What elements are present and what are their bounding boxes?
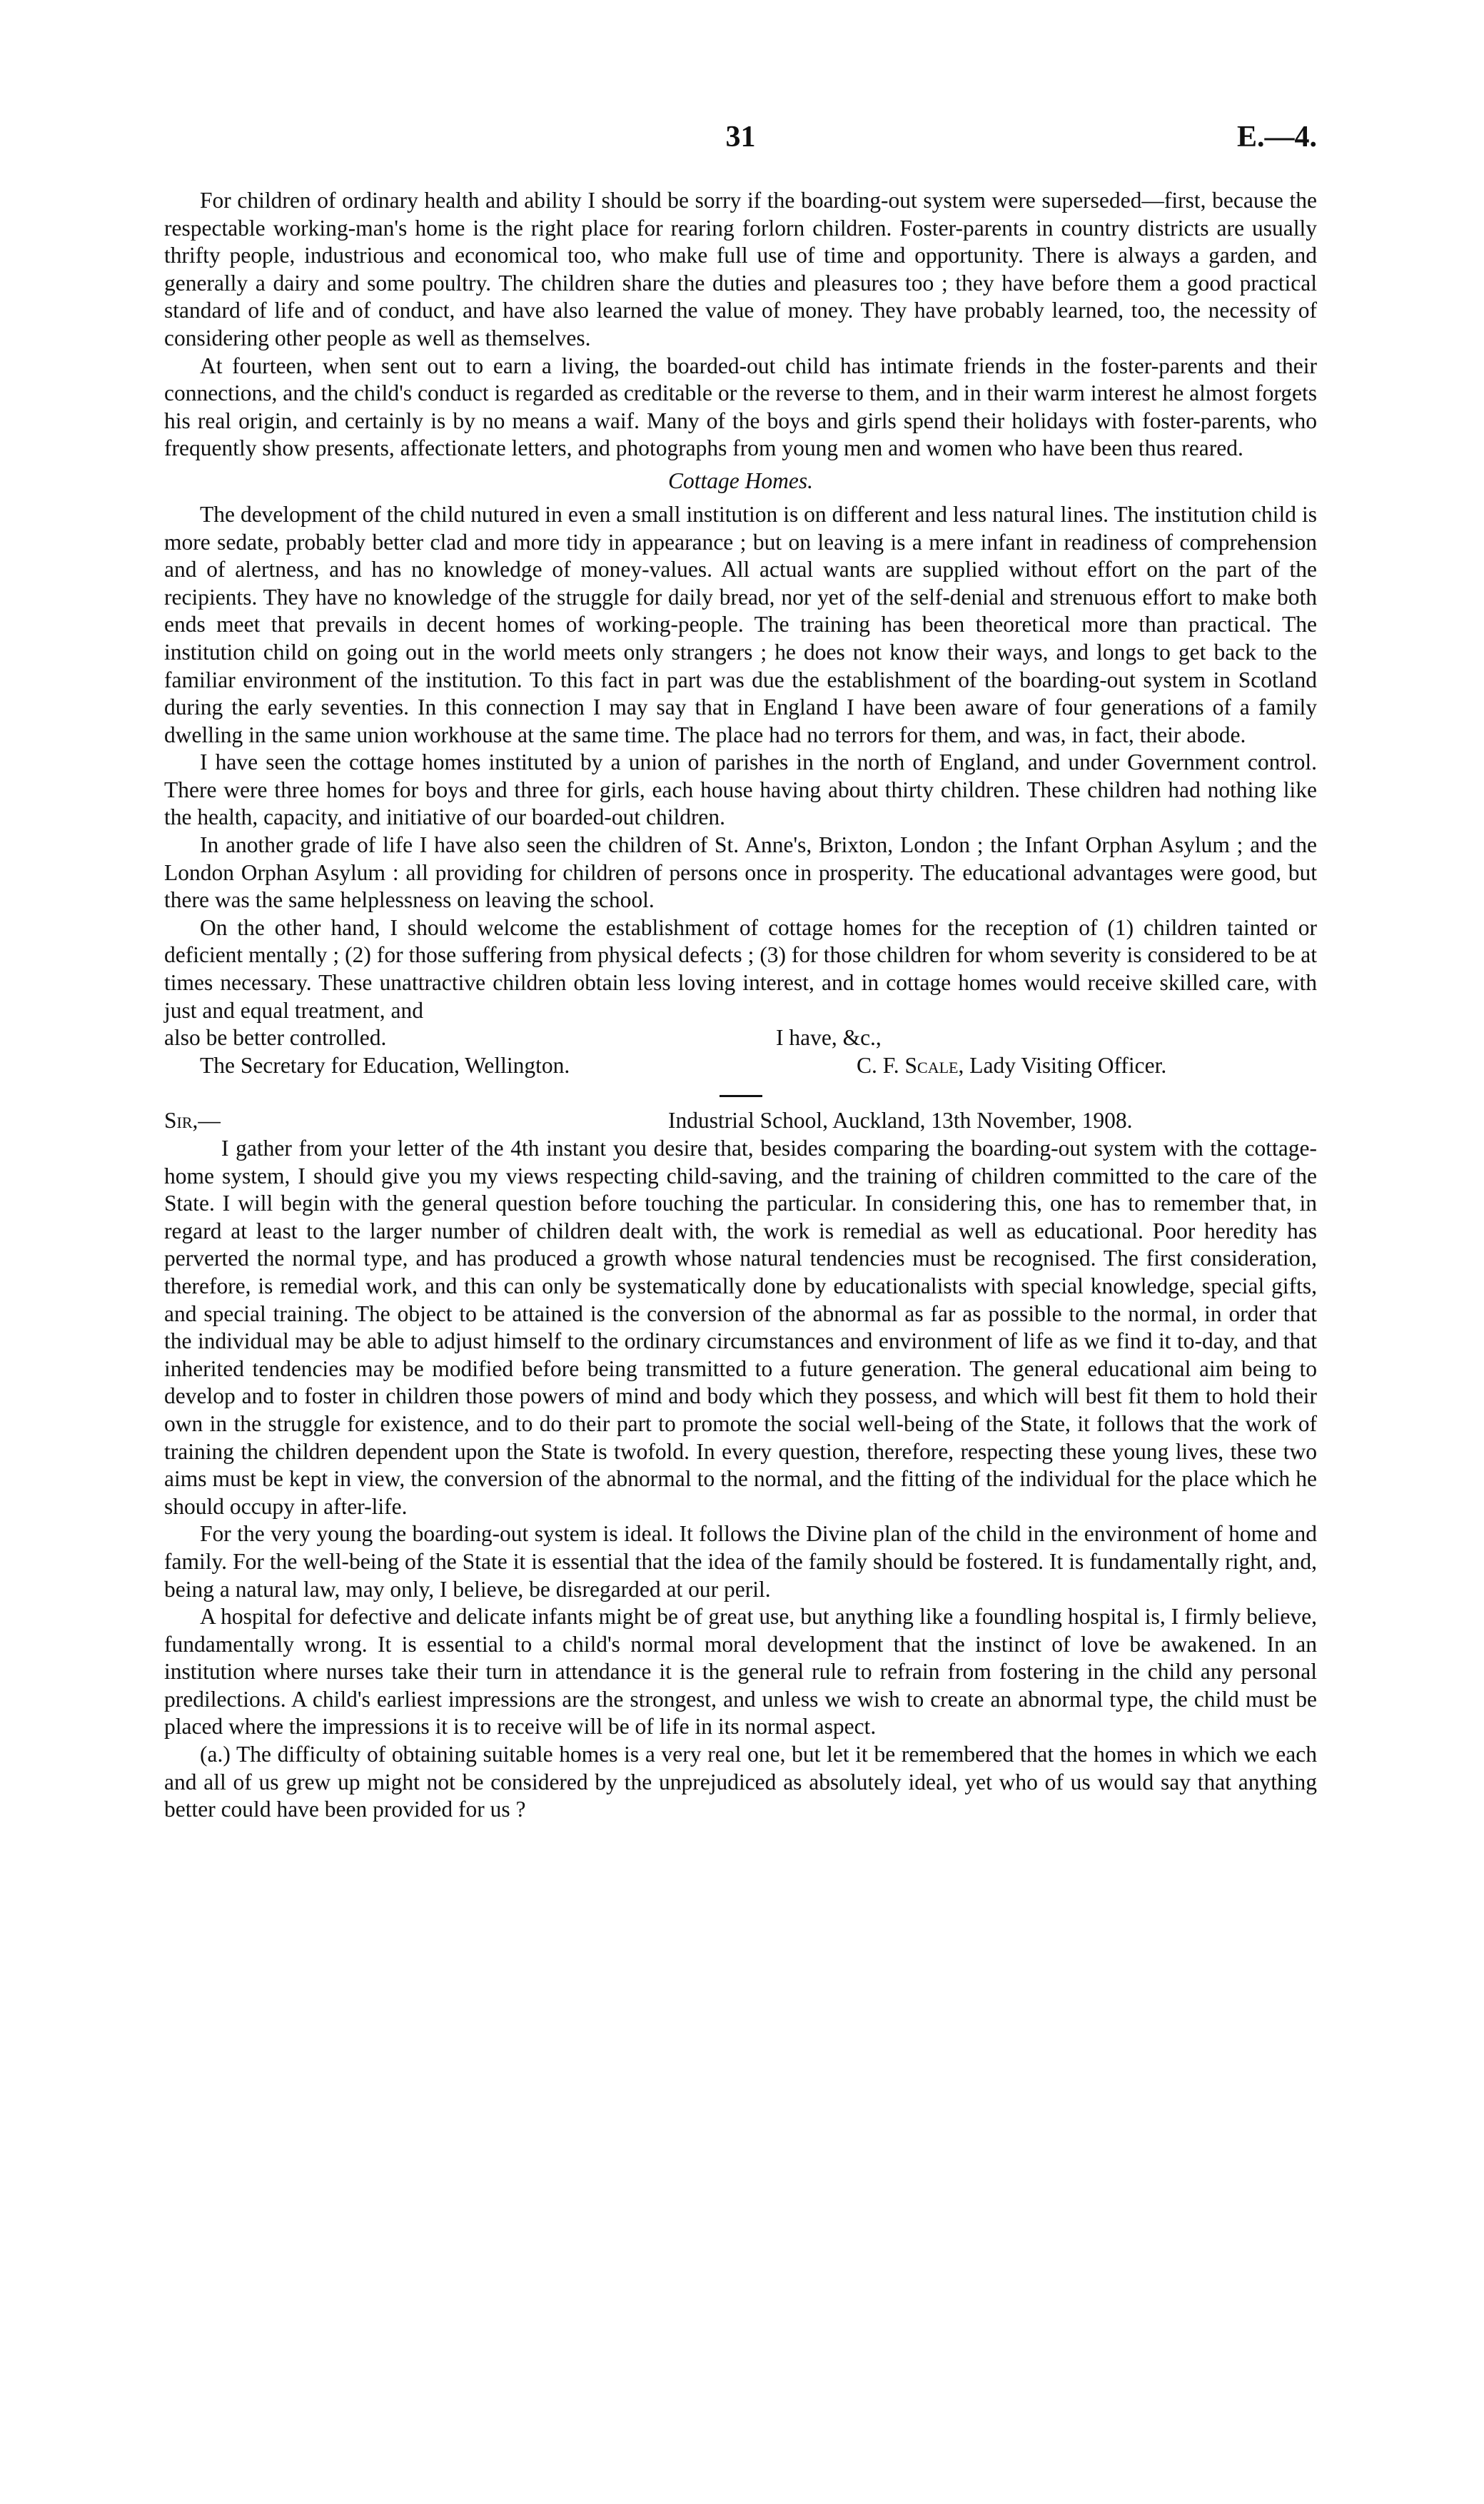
letter-divider	[720, 1095, 762, 1097]
paragraph: For children of ordinary health and ability I should be sorry if the boarding-out system were superseded—first, because the respectable working-man's home is the right place for rearing forlorn children. Foster-parents in country districts are usually thrifty people, industrious and economical too, who make full use of time and opportunity. There is always a garden, and generally a dairy and some poultry. The children share the duties and pleasures too ; they have before them a good practical standard of life and of conduct, and have also learned the value of money. They have probably learned, too, the necessity of considering other people as well as themselves.	[164, 188, 1317, 350]
signatory	[857, 1052, 1166, 1080]
paragraph: At fourteen, when sent out to earn a living, the boarded-out child has intimate friends in the foster-parents and their connections, and the child's conduct is regarded as creditable or the reverse to them, and in their warm interest he almost forgets his real origin, and certainly is by no means a waif. Many of the boys and girls spend their holidays with foster-parents, who frequently show presents, affectionate letters, and photographs from young men and women who have been thus reared.	[164, 353, 1317, 461]
signatory-surname: cale	[917, 1052, 959, 1078]
document-code: E.—4.	[1236, 121, 1317, 153]
closing-line-start: also be better controlled.	[164, 1025, 387, 1051]
closing: I have, &c.,	[776, 1025, 882, 1051]
signatory-title: , Lady Visiting Officer.	[958, 1052, 1167, 1078]
paragraph: (a.) The difficulty of obtaining suitable homes is a very real one, but let it be remembered that the homes in which we each and all of us grew up might not be considered by the unprejudiced as absolutely ideal, yet who of us would say that anything better could have been provided for us ?	[164, 1742, 1317, 1822]
body-text	[164, 187, 1317, 1824]
paragraph: The development of the child nutured in even a small institution is on different and less natural lines. The institution child is more sedate, probably better clad and more tidy in appearance ; but on leaving is a mere infant in readiness of comprehension and of alertness, and has no knowledge of money-values. All actual wants are supplied without effort on the part of the recipients. They have no knowledge of the struggle for daily bread, nor yet of the self-denial and strenuous effort to make both ends meet that prevails in decent homes of working-people. The training has been theoretical more than practical. The institution child on going out in the world meets only strangers ; he does not know their ways, and longs to get back to the familiar environment of the institution. To this fact in part was due the establishment of the boarding-out system in Scotland during the early seventies. In this connection I may say that in England I have been aware of four generations of a family dwelling in the same union workhouse at the same time. The place had no terrors for them, and was, in fact, their abode.	[164, 501, 1317, 747]
salutation: Sir,—	[164, 1108, 221, 1134]
paragraph: I have seen the cottage homes instituted by a union of parishes in the north of England, and under Government control. There were three homes for boys and three for girls, each house having about thirty children. These children had nothing like the health, capacity, and initiative of our boarded-out children.	[164, 749, 1317, 830]
section-heading: Cottage Homes.	[668, 468, 813, 493]
page-header	[164, 120, 1317, 170]
paragraph: In another grade of life I have also seen the children of St. Anne's, Brixton, London ; the Infant Orphan Asylum ; and the London Orphan Asylum : all providing for children of persons once in prosperity. The educational advantages were good, but there was the same helplessness on leaving the school.	[164, 832, 1317, 913]
signatory-initials: C. F. S	[857, 1052, 918, 1078]
paragraph: On the other hand, I should welcome the establishment of cottage homes for the reception of (1) children tainted or deficient mentally ; (2) for those suffering from physical defects ; (3) for those children for whom severity is considered to be at times necessary. These unattractive children obtain less loving interest, and in cottage homes would receive skilled care, with just and equal treatment, and	[164, 914, 1317, 1023]
page-number: 31	[725, 121, 756, 153]
recipient: The Secretary for Education, Wellington.	[200, 1052, 570, 1078]
paragraph: For the very young the boarding-out system is ideal. It follows the Divine plan of the child in the environment of home and family. For the well-being of the State it is essential that the idea of the family should be fostered. It is fundamentally right, and, being a natural law, may only, I believe, be disregarded at our peril.	[164, 1521, 1317, 1602]
paragraph: A hospital for defective and delicate infants might be of great use, but anything like a foundling hospital is, I firmly believe, fundamentally wrong. It is essential to a child's normal moral development that the instinct of love be awakened. In an institution where nurses take their turn in attendance it is the general rule to refrain from fostering in the child any personal predilections. A child's earliest impressions are the strongest, and unless we wish to create an abnormal type, the child must be placed where the impressions it is to receive will be of life in its normal aspect.	[164, 1604, 1317, 1740]
closing-row	[164, 1024, 1317, 1052]
signature-row	[164, 1052, 1317, 1080]
paragraph: I gather from your letter of the 4th instant you desire that, besides comparing the boarding-out system with the cottage-home system, I should give you my views respecting child-saving, and the training of children committed to the care of the State. I will begin with the general question before touching the particular. In considering this, one has to remember that, in regard at least to the larger number of children dealt with, the work is remedial as well as educational. Poor heredity has perverted the normal type, and has produced a growth whose natural tendencies must be recognised. The first consideration, therefore, is remedial work, and this can only be systematically done by educationalists with special knowledge, special gifts, and special training. The object to be attained is the conversion of the abnormal as far as possible to the normal, in order that the individual may be able to adjust himself to the ordinary circumstances and environment of life as we find it to-day, and that inherited tendencies may be modified before being transmitted to a future generation. The general educational aim being to develop and to foster in children those powers of mind and body which they possess, and which will best fit them to hold their own in the struggle for existence, and to do their part to promote the social well-being of the State, it follows that the work of training the children dependent upon the State is twofold. In every question, therefore, respecting these young lives, these two aims must be kept in view, the conversion of the abnormal to the normal, and the fitting of the individual for the place which he should occupy in after-life.	[164, 1136, 1317, 1519]
letter-heading	[164, 1107, 1317, 1135]
dateline: Industrial School, Auckland, 13th November, 1908.	[668, 1108, 1133, 1134]
